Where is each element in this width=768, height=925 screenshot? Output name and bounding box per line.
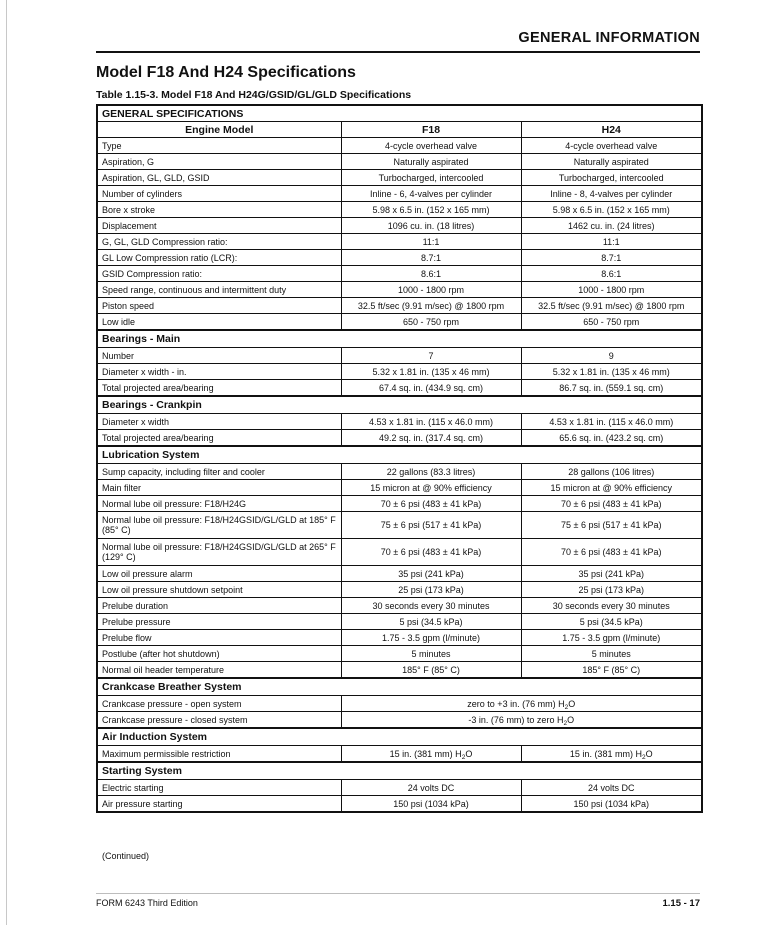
row-value-f18-text: 67.4 sq. in. (434.9 sq. cm) xyxy=(378,382,484,393)
row-value-h24 xyxy=(521,480,702,496)
row-value-h24 xyxy=(521,170,702,186)
table-row xyxy=(97,414,702,430)
row-label: GL Low Compression ratio (LCR): xyxy=(97,250,341,266)
row-label: Speed range, continuous and intermittent duty xyxy=(97,282,341,298)
row-value-h24-text: 9 xyxy=(608,350,614,361)
row-value-h24-text: 1.75 - 3.5 gpm (l/minute) xyxy=(562,632,661,643)
row-value-f18 xyxy=(341,314,521,331)
group-title: Lubrication System xyxy=(97,446,702,464)
row-value-f18 xyxy=(341,662,521,679)
row-value-h24-text: 1462 cu. in. (24 litres) xyxy=(567,220,655,231)
page-edge-rule xyxy=(6,0,7,925)
footer-form-number: FORM 6243 Third Edition xyxy=(96,898,198,908)
row-label: Prelube pressure xyxy=(97,614,341,630)
row-value-h24 xyxy=(521,582,702,598)
row-value-h24-text: 4-cycle overhead valve xyxy=(565,140,658,151)
row-value-h24 xyxy=(521,796,702,813)
row-value-f18-text: 8.7:1 xyxy=(420,252,442,263)
group-title: Air Induction System xyxy=(97,728,702,746)
row-value-f18-text: 185° F (85° C) xyxy=(402,664,460,675)
row-value-h24 xyxy=(521,218,702,234)
row-value-h24 xyxy=(521,138,702,154)
row-label: Maximum permissible restriction xyxy=(97,746,341,763)
row-value-f18 xyxy=(341,480,521,496)
table-row xyxy=(97,282,702,298)
row-label: Low oil pressure alarm xyxy=(97,566,341,582)
row-value-f18 xyxy=(341,796,521,813)
row-value-h24-text: 86.7 sq. in. (559.1 sq. cm) xyxy=(559,382,664,393)
table-row xyxy=(97,430,702,447)
row-value-h24 xyxy=(521,154,702,170)
table-row xyxy=(97,598,702,614)
row-value-f18 xyxy=(341,380,521,397)
row-value-f18 xyxy=(341,234,521,250)
table-row xyxy=(97,646,702,662)
row-label: Aspiration, GL, GLD, GSID xyxy=(97,170,341,186)
group-header-row xyxy=(97,330,702,348)
row-label: Normal oil header temperature xyxy=(97,662,341,679)
row-value-f18 xyxy=(341,364,521,380)
row-value-f18-text: 70 ± 6 psi (483 ± 41 kPa) xyxy=(380,547,482,557)
row-value-merged xyxy=(341,712,702,729)
row-label: Prelube flow xyxy=(97,630,341,646)
row-value-f18 xyxy=(341,566,521,582)
table-row xyxy=(97,380,702,397)
row-value-h24 xyxy=(521,598,702,614)
row-value-f18 xyxy=(341,539,521,566)
row-value-f18 xyxy=(341,746,521,763)
row-value-f18-text: 8.6:1 xyxy=(420,268,442,279)
row-label: Crankcase pressure - closed system xyxy=(97,712,341,729)
table-row xyxy=(97,566,702,582)
specifications-table xyxy=(96,104,703,813)
row-label: Crankcase pressure - open system xyxy=(97,696,341,712)
row-value-h24 xyxy=(521,348,702,364)
row-value-f18-text: 1.75 - 3.5 gpm (l/minute) xyxy=(381,632,481,643)
row-value-merged-suffix: O xyxy=(567,714,575,725)
row-label: GSID Compression ratio: xyxy=(97,266,341,282)
column-header-f18: F18 xyxy=(341,122,521,138)
row-label: Normal lube oil pressure: F18/H24GSID/GL/GLD at 265° F (129° C) xyxy=(97,539,341,566)
row-value-f18 xyxy=(341,250,521,266)
row-value-f18 xyxy=(341,138,521,154)
row-value-h24-text: Naturally aspirated xyxy=(573,156,649,167)
row-value-f18-text: 5 minutes xyxy=(411,648,451,659)
table-row xyxy=(97,780,702,796)
row-value-f18 xyxy=(341,186,521,202)
row-value-f18-text: 32.5 ft/sec (9.91 m/sec) @ 1800 rpm xyxy=(357,300,505,311)
row-value-h24-text: Turbocharged, intercooled xyxy=(558,172,664,183)
row-value-f18-text: 30 seconds every 30 minutes xyxy=(372,600,490,611)
row-value-f18 xyxy=(341,170,521,186)
row-value-h24-text: 5.32 x 1.81 in. (135 x 46 mm) xyxy=(552,366,670,377)
row-value-h24-text: 650 - 750 rpm xyxy=(583,316,640,327)
table-row xyxy=(97,539,702,566)
table-row xyxy=(97,314,702,331)
row-value-h24-text: 65.6 sq. in. (423.2 sq. cm) xyxy=(559,432,664,443)
table-row xyxy=(97,630,702,646)
row-value-h24 xyxy=(521,186,702,202)
row-value-h24-subscript: 2 xyxy=(641,753,646,761)
row-value-f18-text: 650 - 750 rpm xyxy=(402,316,460,327)
table-row xyxy=(97,746,702,763)
table-row xyxy=(97,234,702,250)
row-label: Low oil pressure shutdown setpoint xyxy=(97,582,341,598)
row-label: Total projected area/bearing xyxy=(97,380,341,397)
specifications-table-body xyxy=(97,105,702,812)
row-value-f18-text: 150 psi (1034 kPa) xyxy=(393,798,469,809)
row-value-merged-subscript: 2 xyxy=(564,703,569,711)
row-value-h24 xyxy=(521,566,702,582)
table-row xyxy=(97,796,702,813)
row-label: Aspiration, G xyxy=(97,154,341,170)
row-value-h24 xyxy=(521,464,702,480)
row-value-h24-text: 35 psi (241 kPa) xyxy=(578,568,645,579)
row-value-h24 xyxy=(521,662,702,679)
row-label: Sump capacity, including filter and cooler xyxy=(97,464,341,480)
row-value-f18-text: 7 xyxy=(428,350,434,361)
column-header-row xyxy=(97,122,702,138)
row-value-h24-text: 28 gallons (106 litres) xyxy=(568,466,655,477)
section-title: Model F18 And H24 Specifications xyxy=(96,64,356,81)
row-value-h24-text: 25 psi (173 kPa) xyxy=(578,584,645,595)
group-title: Bearings - Crankpin xyxy=(97,396,702,414)
table-row xyxy=(97,696,702,712)
row-value-h24-text: Inline - 8, 4-valves per cylinder xyxy=(550,188,673,199)
column-header-engine-model: Engine Model xyxy=(97,122,341,138)
footer-rule xyxy=(96,893,700,894)
header-rule xyxy=(96,51,700,53)
row-value-h24-text: 30 seconds every 30 minutes xyxy=(552,600,670,611)
row-value-f18-text: 11:1 xyxy=(422,236,440,247)
row-value-h24 xyxy=(521,646,702,662)
row-value-h24 xyxy=(521,496,702,512)
group-header-row xyxy=(97,396,702,414)
table-row xyxy=(97,662,702,679)
row-label: Number of cylinders xyxy=(97,186,341,202)
row-label: Diameter x width - in. xyxy=(97,364,341,380)
table-row xyxy=(97,250,702,266)
row-label: Air pressure starting xyxy=(97,796,341,813)
table-row xyxy=(97,170,702,186)
row-value-f18-text: 1096 cu. in. (18 litres) xyxy=(387,220,475,231)
row-value-f18 xyxy=(341,780,521,796)
row-value-f18-text: 35 psi (241 kPa) xyxy=(398,568,464,579)
row-value-f18 xyxy=(341,348,521,364)
row-label: Diameter x width xyxy=(97,414,341,430)
continued-note: (Continued) xyxy=(102,851,150,861)
row-label: Number xyxy=(97,348,341,364)
row-value-h24 xyxy=(521,234,702,250)
row-value-f18 xyxy=(341,218,521,234)
row-value-f18 xyxy=(341,646,521,662)
row-value-f18-text: 75 ± 6 psi (517 ± 41 kPa) xyxy=(380,520,482,530)
table-row xyxy=(97,202,702,218)
row-value-h24 xyxy=(521,512,702,539)
group-title: Crankcase Breather System xyxy=(97,678,702,696)
row-value-h24-text: 8.6:1 xyxy=(601,268,622,279)
row-value-f18-text: 1000 - 1800 rpm xyxy=(397,284,465,295)
row-value-f18-text: 24 volts DC xyxy=(407,782,455,793)
row-value-f18 xyxy=(341,282,521,298)
row-label: Normal lube oil pressure: F18/H24G xyxy=(97,496,341,512)
row-value-f18-text: 25 psi (173 kPa) xyxy=(398,584,464,595)
table-row xyxy=(97,614,702,630)
row-value-h24 xyxy=(521,250,702,266)
row-value-f18-text: 70 ± 6 psi (483 ± 41 kPa) xyxy=(380,498,482,509)
row-value-h24-text: 70 ± 6 psi (483 ± 41 kPa) xyxy=(561,547,662,557)
row-value-h24-text: 185° F (85° C) xyxy=(582,664,641,675)
row-value-h24 xyxy=(521,614,702,630)
row-value-h24-text: 15 micron at @ 90% efficiency xyxy=(550,482,673,493)
row-label: Type xyxy=(97,138,341,154)
row-value-f18 xyxy=(341,630,521,646)
row-value-f18-text: 15 micron at @ 90% efficiency xyxy=(370,482,492,493)
row-value-h24 xyxy=(521,314,702,331)
group-header-row xyxy=(97,762,702,780)
row-label: Displacement xyxy=(97,218,341,234)
footer-page-number: 1.15 - 17 xyxy=(662,898,700,909)
row-value-merged-suffix: O xyxy=(568,698,576,709)
row-value-merged xyxy=(341,696,702,712)
row-value-h24-text: 11:1 xyxy=(602,236,620,247)
row-value-f18-text: 5 psi (34.5 kPa) xyxy=(399,616,463,627)
row-value-h24 xyxy=(521,630,702,646)
table-row xyxy=(97,464,702,480)
row-value-h24-text: 5 psi (34.5 kPa) xyxy=(579,616,643,627)
row-value-h24-text: 70 ± 6 psi (483 ± 41 kPa) xyxy=(561,498,662,509)
row-value-f18 xyxy=(341,414,521,430)
row-value-f18 xyxy=(341,202,521,218)
row-value-f18 xyxy=(341,298,521,314)
table-row xyxy=(97,266,702,282)
row-value-h24-text: 5.98 x 6.5 in. (152 x 165 mm) xyxy=(552,204,670,215)
row-label: Bore x stroke xyxy=(97,202,341,218)
row-value-merged-subscript: 2 xyxy=(563,719,568,727)
table-caption: Table 1.15-3. Model F18 And H24G/GSID/GL/GLD Specifications xyxy=(96,89,412,101)
row-value-merged-text: -3 in. (76 mm) to zero H xyxy=(468,714,564,725)
row-value-f18-text: Naturally aspirated xyxy=(393,156,469,167)
row-label: Piston speed xyxy=(97,298,341,314)
row-value-merged-text: zero to +3 in. (76 mm) H xyxy=(467,698,565,709)
row-label: Low idle xyxy=(97,314,341,331)
table-row xyxy=(97,348,702,364)
row-value-f18-text: 15 in. (381 mm) H xyxy=(389,748,462,759)
table-row xyxy=(97,298,702,314)
row-value-f18-suffix: O xyxy=(465,748,473,759)
row-value-h24-text: 15 in. (381 mm) H xyxy=(569,748,642,759)
table-row xyxy=(97,218,702,234)
row-value-f18-text: 22 gallons (83.3 litres) xyxy=(386,466,476,477)
row-value-h24 xyxy=(521,746,702,763)
row-label: Postlube (after hot shutdown) xyxy=(97,646,341,662)
row-value-f18 xyxy=(341,496,521,512)
row-value-f18-subscript: 2 xyxy=(461,753,466,761)
table-row xyxy=(97,512,702,539)
row-value-h24-suffix: O xyxy=(645,748,653,759)
row-value-h24-text: 8.7:1 xyxy=(601,252,622,263)
row-value-f18 xyxy=(341,598,521,614)
row-value-f18 xyxy=(341,614,521,630)
row-label: Electric starting xyxy=(97,780,341,796)
row-value-h24 xyxy=(521,298,702,314)
row-value-f18 xyxy=(341,430,521,447)
row-value-h24 xyxy=(521,380,702,397)
row-value-h24 xyxy=(521,780,702,796)
row-value-f18-text: Inline - 6, 4-valves per cylinder xyxy=(369,188,493,199)
row-value-h24 xyxy=(521,430,702,447)
row-label: Normal lube oil pressure: F18/H24GSID/GL/GLD at 185° F (85° C) xyxy=(97,512,341,539)
group-header-row xyxy=(97,678,702,696)
row-value-f18 xyxy=(341,266,521,282)
row-value-h24 xyxy=(521,266,702,282)
group-header-row xyxy=(97,446,702,464)
row-value-f18-text: 5.98 x 6.5 in. (152 x 165 mm) xyxy=(372,204,490,215)
row-value-f18-text: 4.53 x 1.81 in. (115 x 46.0 mm) xyxy=(369,416,493,427)
row-value-h24 xyxy=(521,364,702,380)
group-header-row xyxy=(97,728,702,746)
row-value-f18-text: 4-cycle overhead valve xyxy=(384,140,478,151)
row-value-h24-text: 150 psi (1034 kPa) xyxy=(573,798,650,809)
table-row xyxy=(97,480,702,496)
row-label: G, GL, GLD Compression ratio: xyxy=(97,234,341,250)
table-row xyxy=(97,496,702,512)
row-label: Main filter xyxy=(97,480,341,496)
row-value-h24-text: 1000 - 1800 rpm xyxy=(578,284,645,295)
row-value-f18 xyxy=(341,582,521,598)
table-row xyxy=(97,154,702,170)
row-value-h24 xyxy=(521,282,702,298)
row-value-f18 xyxy=(341,154,521,170)
row-value-f18-text: Turbocharged, intercooled xyxy=(378,172,484,183)
row-value-h24-text: 4.53 x 1.81 in. (115 x 46.0 mm) xyxy=(549,416,674,427)
table-row xyxy=(97,364,702,380)
column-header-h24: H24 xyxy=(521,122,702,138)
row-label: Prelube duration xyxy=(97,598,341,614)
group-title: Starting System xyxy=(97,762,702,780)
table-row xyxy=(97,712,702,729)
row-label: Total projected area/bearing xyxy=(97,430,341,447)
row-value-f18-text: 5.32 x 1.81 in. (135 x 46 mm) xyxy=(372,366,490,377)
table-row xyxy=(97,138,702,154)
general-specifications-row xyxy=(97,105,702,122)
row-value-f18 xyxy=(341,464,521,480)
row-value-h24-text: 32.5 ft/sec (9.91 m/sec) @ 1800 rpm xyxy=(538,300,685,311)
row-value-h24 xyxy=(521,202,702,218)
header-title: GENERAL INFORMATION xyxy=(518,30,700,46)
row-value-h24 xyxy=(521,414,702,430)
row-value-f18-text: 49.2 sq. in. (317.4 sq. cm) xyxy=(378,432,484,443)
table-row xyxy=(97,582,702,598)
row-value-f18 xyxy=(341,512,521,539)
row-value-h24-text: 24 volts DC xyxy=(588,782,635,793)
row-value-h24 xyxy=(521,539,702,566)
row-value-h24-text: 75 ± 6 psi (517 ± 41 kPa) xyxy=(561,520,662,530)
table-row xyxy=(97,186,702,202)
general-specifications-title: GENERAL SPECIFICATIONS xyxy=(97,105,702,122)
row-value-h24-text: 5 minutes xyxy=(591,648,631,659)
group-title: Bearings - Main xyxy=(97,330,702,348)
